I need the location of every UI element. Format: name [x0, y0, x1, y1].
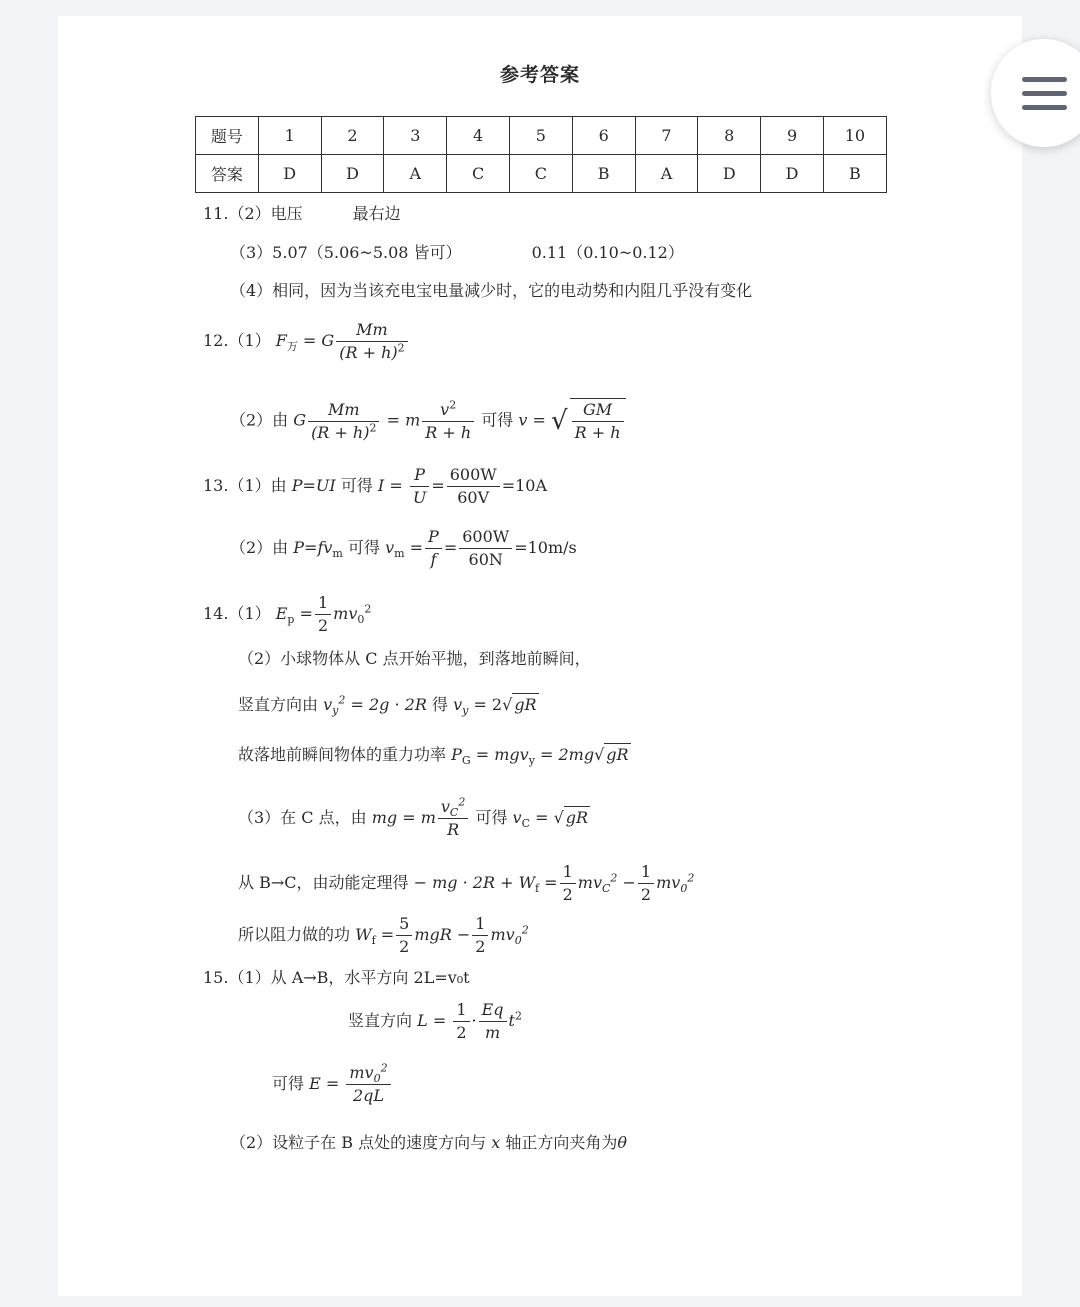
fraction: $\frac{P}{U}$ — [410, 464, 429, 509]
table-cell: 4 — [447, 117, 510, 155]
q14-line-4: 故落地前瞬间物体的重力功率 $P_G = mgv_y = 2mg√$ gR — [238, 745, 629, 768]
q15-line-2: 竖直方向 L = $\frac{1}{2}$ · $\frac{Eq}{m}$ $t^2$ — [348, 1000, 522, 1042]
answer-document — [58, 16, 1022, 1296]
table-cell: 5 — [509, 117, 572, 155]
q14-line-6: 从 B→C，由动能定理得 − mg · $2R + W_f$ = $\frac{1}{2}$ $mv_C^2$ − $\frac{1}{2}$ $mv_0^2$ — [238, 862, 695, 904]
fraction: $\frac{Mm}{(R + h)^2}$ — [308, 399, 379, 444]
q15-line-3: 可得 E = $\frac{mv_0^2}{2qL}$ — [272, 1062, 393, 1107]
fraction: $\frac{1}{2}$ — [315, 592, 331, 637]
table-cell: B — [823, 155, 886, 193]
fraction: $\frac{1}{2}$ — [560, 861, 576, 906]
fraction: $\frac{GM}{R + h}$ — [570, 398, 626, 444]
fraction: $\frac{5}{2}$ — [396, 913, 412, 958]
q13-line-2: （2）由 $P=fv_m$ 可得 $v_m$ = $\frac{P}{f}$ = $\frac{600W}{60N}$ =10m/s — [230, 527, 577, 569]
table-cell: 6 — [572, 117, 635, 155]
table-cell: D — [761, 155, 824, 193]
q14-line-2: （2）小球物体从 C 点开始平抛，到落地前瞬间， — [238, 649, 591, 668]
fraction: $\frac{1}{2}$ — [472, 913, 488, 958]
fraction: $\frac{mv_0^2}{2qL}$ — [346, 1062, 390, 1107]
answer-table — [195, 116, 887, 193]
table-cell: D — [258, 155, 321, 193]
fraction: $\frac{v_C^2}{R}$ — [438, 796, 468, 841]
fraction: $\frac{Mm}{(R + h)^2}$ — [336, 319, 407, 364]
q11-line-2: （3）5.07（5.06~5.08 皆可） 0.11（0.10~0.12） — [230, 243, 684, 262]
table-cell: 10 — [823, 117, 886, 155]
q15-line-1: 15.（1）从 A→B，水平方向 2L=v₀t — [203, 968, 470, 987]
fraction: $\frac{1}{2}$ — [638, 861, 654, 906]
table-cell: 2 — [321, 117, 384, 155]
table-cell: 1 — [258, 117, 321, 155]
fraction: $\frac{1}{2}$ — [453, 999, 469, 1044]
table-cell: 题号 — [196, 117, 259, 155]
table-cell: 8 — [698, 117, 761, 155]
table-cell: C — [447, 155, 510, 193]
table-cell: C — [509, 155, 572, 193]
q12-line-2: （2）由 G $\frac{Mm}{(R + h)^2}$ = m $\frac{v^2}{R + h}$ 可得 v = √ $\frac{GM}{R + h}$ — [230, 398, 628, 444]
table-row — [196, 117, 887, 155]
q13-line-1: 13.（1）由 P=UI 可得 I = $\frac{P}{U}$ = $\frac{600W}{60V}$ =10A — [203, 465, 548, 507]
table-cell: 7 — [635, 117, 698, 155]
fraction: $\frac{P}{f}$ — [425, 526, 442, 571]
q14-line-5: （3）在 C 点，由 mg = m $\frac{v_C^2}{R}$ 可得 $v_C$ = √ gR — [238, 795, 589, 839]
table-cell: 答案 — [196, 155, 259, 193]
q14-line-7: 所以阻力做的功 $W_f$ = $\frac{5}{2}$ mgR − $\frac{1}{2}$ $mv_0^2$ — [238, 914, 529, 956]
page-title: 参考答案 — [499, 64, 580, 86]
table-cell: B — [572, 155, 635, 193]
fraction: $\frac{v^2}{R + h}$ — [422, 399, 474, 444]
table-cell: 3 — [384, 117, 447, 155]
q14-line-1: 14.（1） $E_p$ = $\frac{1}{2}$ $mv_0^2$ — [203, 593, 372, 635]
fraction: $\frac{600W}{60N}$ — [459, 526, 512, 571]
table-cell: A — [635, 155, 698, 193]
table-cell: 9 — [761, 117, 824, 155]
q11-line-1: 11.（2）电压 最右边 — [203, 204, 401, 223]
q14-line-3: 竖直方向由 $v_y^2 = 2g \cdot 2R$ 得 $v_y = 2√$ gR — [238, 693, 537, 718]
table-cell: A — [384, 155, 447, 193]
table-cell: D — [321, 155, 384, 193]
fraction: $\frac{Eq}{m}$ — [479, 999, 507, 1044]
q11-line-3: （4）相同，因为当该充电宝电量减少时，它的电动势和内阻几乎没有变化 — [230, 281, 753, 300]
q12-line-1: 12.（1） $F_万 = G$ $\frac{Mm}{(R + h)^2}$ — [203, 319, 410, 364]
table-row — [196, 155, 887, 193]
q15-line-4: （2）设粒子在 B 点处的速度方向与 x 轴正方向夹角为θ — [230, 1133, 627, 1152]
fraction: $\frac{600W}{60V}$ — [447, 464, 500, 509]
table-cell: D — [698, 155, 761, 193]
